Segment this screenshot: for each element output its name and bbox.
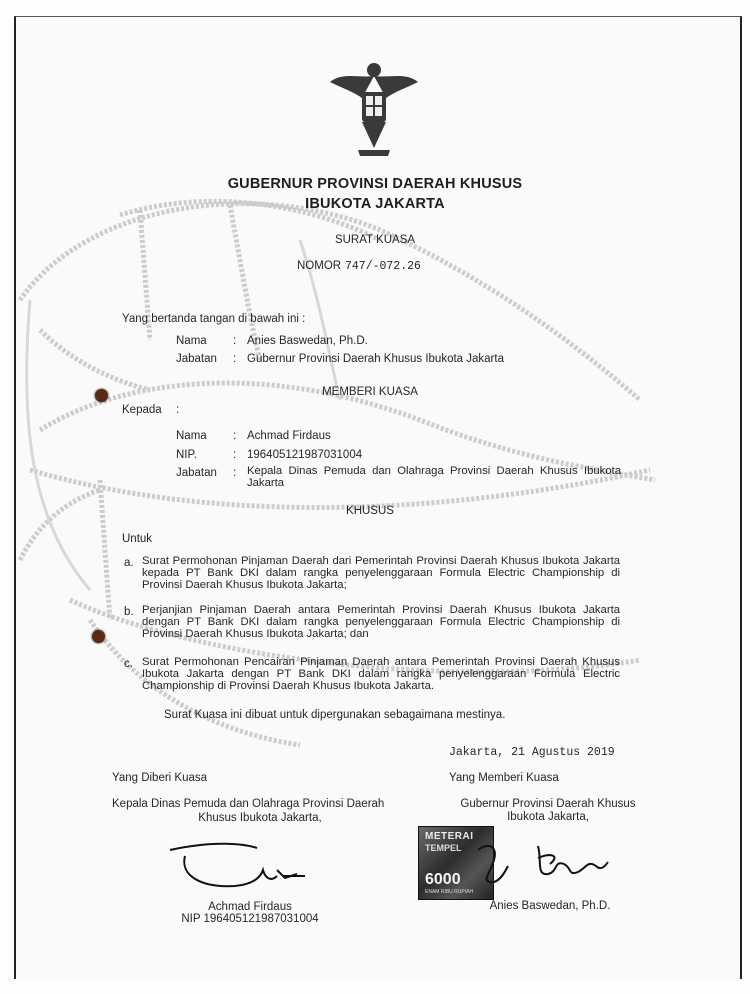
left-sign-nip: NIP 196405121987031004: [181, 913, 319, 925]
item-letter: a.: [124, 557, 134, 569]
grantor-jabatan-value: Gubernur Provinsi Daerah Khusus Ibukota Jakarta: [247, 353, 504, 365]
memberi-kuasa-heading: MEMBERI KUASA: [322, 386, 418, 398]
item-letter: c.: [124, 658, 133, 670]
stamp-line-2: TEMPEL: [425, 843, 462, 853]
colon: :: [176, 404, 180, 416]
grantor-nama-value: Anies Baswedan, Ph.D.: [247, 335, 368, 347]
grantee-nip-label: NIP.: [176, 449, 197, 461]
grantor-nama-label: Nama: [176, 335, 207, 347]
header-line-1: GUBERNUR PROVINSI DAERAH KHUSUS: [227, 176, 523, 192]
header-line-2: IBUKOTA JAKARTA: [305, 196, 445, 212]
intro-text: Yang bertanda tangan di bawah ini :: [122, 313, 306, 325]
untuk-label: Untuk: [122, 533, 153, 545]
grantee-nip-value: 196405121987031004: [247, 449, 363, 461]
nomor-label: NOMOR: [297, 260, 342, 272]
grantor-jabatan-label: Jabatan: [176, 353, 217, 365]
left-sign-position-2: Khusus Ibukota Jakarta,: [198, 812, 322, 824]
stamp-value: 6000: [425, 871, 461, 888]
place-date: Jakarta, 21 Agustus 2019: [449, 746, 615, 759]
left-sign-role: Yang Diberi Kuasa: [112, 772, 208, 784]
item-text: Surat Permohonan Pinjaman Daerah dari Pemerintah Provinsi Daerah Khusus Ibukota Jakarta kepada PT Bank DKI dalam rangka penyelenggaraan Formula Electric Championship di Provinsi Daerah Khusus Ibukota Jakarta;: [142, 555, 620, 591]
nomor-value: 747/-072.26: [345, 260, 421, 273]
grantee-jabatan-value: Kepala Dinas Pemuda dan Olahraga Provinsi Daerah Khusus Ibukota Jakarta: [247, 465, 621, 489]
stamp-line-1: METERAI: [425, 831, 474, 842]
grantee-jabatan-label: Jabatan: [176, 467, 217, 479]
right-sign-role: Yang Memberi Kuasa: [449, 772, 559, 784]
right-sign-name: Anies Baswedan, Ph.D.: [489, 900, 611, 912]
colon: :: [233, 467, 237, 479]
stamp-caption: ENAM RIBU RUPIAH: [425, 889, 474, 895]
item-text: Perjanjian Pinjaman Daerah antara Pemerintah Provinsi Daerah Khusus Ibukota Jakarta dengan PT Bank DKI dalam rangka penyelenggaraan Formula Electric Championship di Provinsi Daerah Khusus Ibukota Jakarta; dan: [142, 604, 620, 640]
left-sign-name: Achmad Firdaus: [208, 901, 292, 913]
colon: :: [233, 353, 237, 365]
right-sign-position-1: Gubernur Provinsi Daerah Khusus: [460, 798, 636, 810]
signature-right: [468, 836, 618, 892]
signature-left: [165, 830, 325, 896]
right-sign-position-2: Ibukota Jakarta,: [507, 811, 589, 823]
grantee-nama-value: Achmad Firdaus: [247, 430, 331, 442]
punch-hole: [92, 630, 105, 643]
colon: :: [233, 449, 237, 461]
closing-statement: Surat Kuasa ini dibuat untuk dipergunakan sebagaimana mestinya.: [164, 709, 506, 721]
left-sign-position-1: Kepala Dinas Pemuda dan Olahraga Provinsi Daerah: [112, 798, 385, 810]
grantee-nama-label: Nama: [176, 430, 207, 442]
document-title: SURAT KUASA: [334, 234, 416, 246]
garuda-emblem-icon: [328, 58, 420, 162]
colon: :: [233, 430, 237, 442]
khusus-heading: KHUSUS: [346, 505, 394, 517]
kepada-label: Kepada: [122, 404, 162, 416]
item-letter: b.: [124, 606, 134, 618]
punch-hole: [95, 389, 108, 402]
item-text: Surat Permohonan Pencairan Pinjaman Daerah antara Pemerintah Provinsi Daerah Khusus Ibukota Jakarta dengan PT Bank DKI dalam rangka penyelenggaraan Formula Electric Championship di Provinsi Daerah Khusus Ibukota Jakarta.: [142, 656, 620, 692]
colon: :: [233, 335, 237, 347]
